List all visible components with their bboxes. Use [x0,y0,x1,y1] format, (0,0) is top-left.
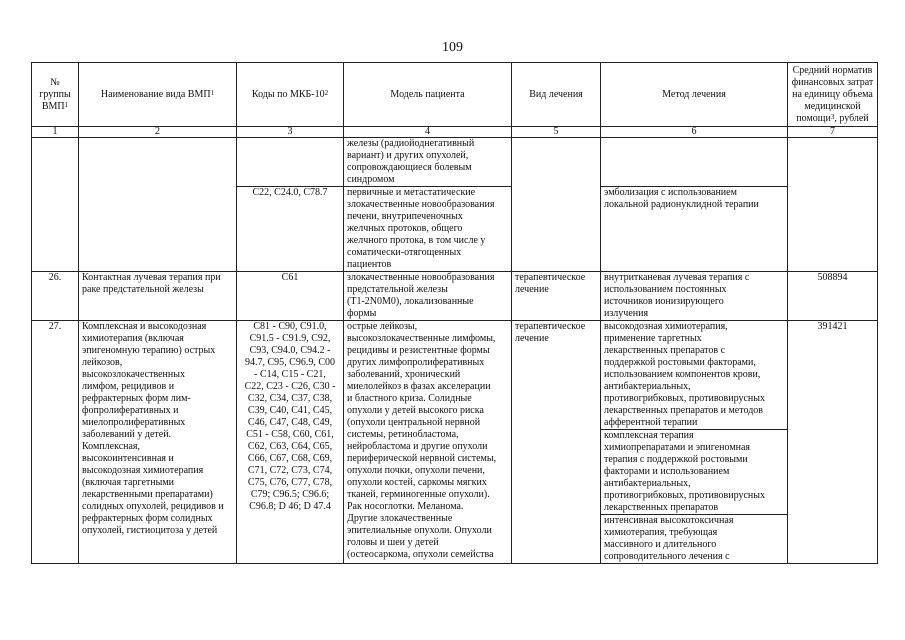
header-treatment-method: Метод лечения [601,63,788,127]
table-row-26 [32,272,878,321]
vmp-table [31,62,878,564]
icd-codes-cell: C22, C24.0, C78.7 [237,187,344,272]
column-number: 2 [79,127,237,138]
treatment-type-cell: терапевтическое лечение [512,272,601,321]
vmp-name-cell: Комплексная и высокодозная химиотерапия (включая эпигеномную терапию) острых лейкозов, высокозлокачественных лимфом, рецидивов и рефрактерных форм лим- фопролиферативных и миелопролиферативных заболеваний у детей. Комплексная, высокоинтенсивная и высокодозная химиотерапия (включая таргетными лекарственными препаратами) солидных опухолей, рецидивов и рефрактерных форм солидных опухолей, гистиоцитоза у детей [79,321,237,564]
treatment-method-cell: высокодозная химиотерапия, применение таргетных лекарственных препаратов с поддержкой ростовыми факторами, использованием компонентов крови, антибактериальных, противогрибковых, противовирусных лекарственных препаратов и методов афферентной терапии [601,321,788,430]
header-vmp-name: Наименование вида ВМП$^1$ [79,63,237,127]
header-group-number: № группы ВМП$^1$ [32,63,79,127]
header-patient-model: Модель пациента [344,63,512,127]
header-treatment-type: Вид лечения [512,63,601,127]
column-number: 6 [601,127,788,138]
column-number: 5 [512,127,601,138]
header-icd-codes: Коды по МКБ-$10^2$ [237,63,344,127]
cost-cell: 508894 [788,272,878,321]
table-row-continuation-1 [32,138,878,187]
group-number-cell: 26. [32,272,79,321]
icd-codes-cell: C81 - C90, C91.0, C91.5 - C91.9, C92, C93, C94.0, C94.2 - 94.7, C95, C96.9, C00 - C14, C15 - C21, C22, C23 - C26, C30 - C32, C34, C37, C38, C39, C40, C41, C45, C46, C47, C48, C49, C51 - C58, C60, C61, C62, C63, C64, C65, C66, C67, C68, C69, C71, C72, C73, C74, C75, C76, C77, C78, C79; C96.5; C96.6; C96.8; D 46; D 47.4 [237,321,344,564]
column-number: 7 [788,127,878,138]
header-row [32,63,878,127]
column-number: 3 [237,127,344,138]
column-number: 1 [32,127,79,138]
column-number: 4 [344,127,512,138]
table-row-continuation-2 [32,187,878,272]
patient-model-cell: злокачественные новообразования предстательной железы (T1-2N0M0), локализованные формы [344,272,512,321]
cost-cell: 391421 [788,321,878,564]
patient-model-cell: первичные и метастатические злокачественные новообразования печени, внутрипеченочных желчных протоков, общего желчного протока, в том числе у соматически-отягощенных пациентов [344,187,512,272]
page-number: 109 [442,40,463,55]
treatment-method-cell: эмболизация с использованием локальной радионуклидной терапии [601,187,788,272]
icd-codes-cell: C61 [237,272,344,321]
treatment-method-cell: комплексная терапия химиопрепаратами и эпигеномная терапия с поддержкой ростовыми факторами и использованием антибактериальных, противогрибковых, противовирусных лекарственных препаратов [601,430,788,515]
header-cost-norm: Средний норматив финансовых затрат на единицу объема медицинской помощи$^3$, рублей [788,63,878,127]
group-number-cell: 27. [32,321,79,564]
patient-model-cell: железы (радиойоднегативный вариант) и других опухолей, сопровождающиеся болевым синдромом [344,138,512,187]
table-row-27 [32,321,878,430]
treatment-method-cell: внутритканевая лучевая терапия с использованием постоянных источников ионизирующего излучения [601,272,788,321]
treatment-method-cell: интенсивная высокотоксичная химиотерапия, требующая массивного и длительного сопроводительного лечения с [601,515,788,564]
column-number-row [32,127,878,138]
treatment-type-cell: терапевтическое лечение [512,321,601,564]
patient-model-cell: острые лейкозы, высокозлокачественные лимфомы, рецидивы и резистентные формы других лимфопролиферативных заболеваний, хронический миелолейкоз в фазах акселерации и бластного криза. Солидные опухоли у детей высокого риска (опухоли центральной нервной системы, ретинобластома, нейробластома и другие опухоли периферической нервной системы, опухоли почки, опухоли печени, опухоли костей, саркомы мягких тканей, герминогенные опухоли). Рак носоглотки. Меланома. Другие злокачественные эпителиальные опухоли. Опухоли головы и шеи у детей (остеосаркома, опухоли семейства [344,321,512,564]
vmp-name-cell: Контактная лучевая терапия при раке предстательной железы [79,272,237,321]
